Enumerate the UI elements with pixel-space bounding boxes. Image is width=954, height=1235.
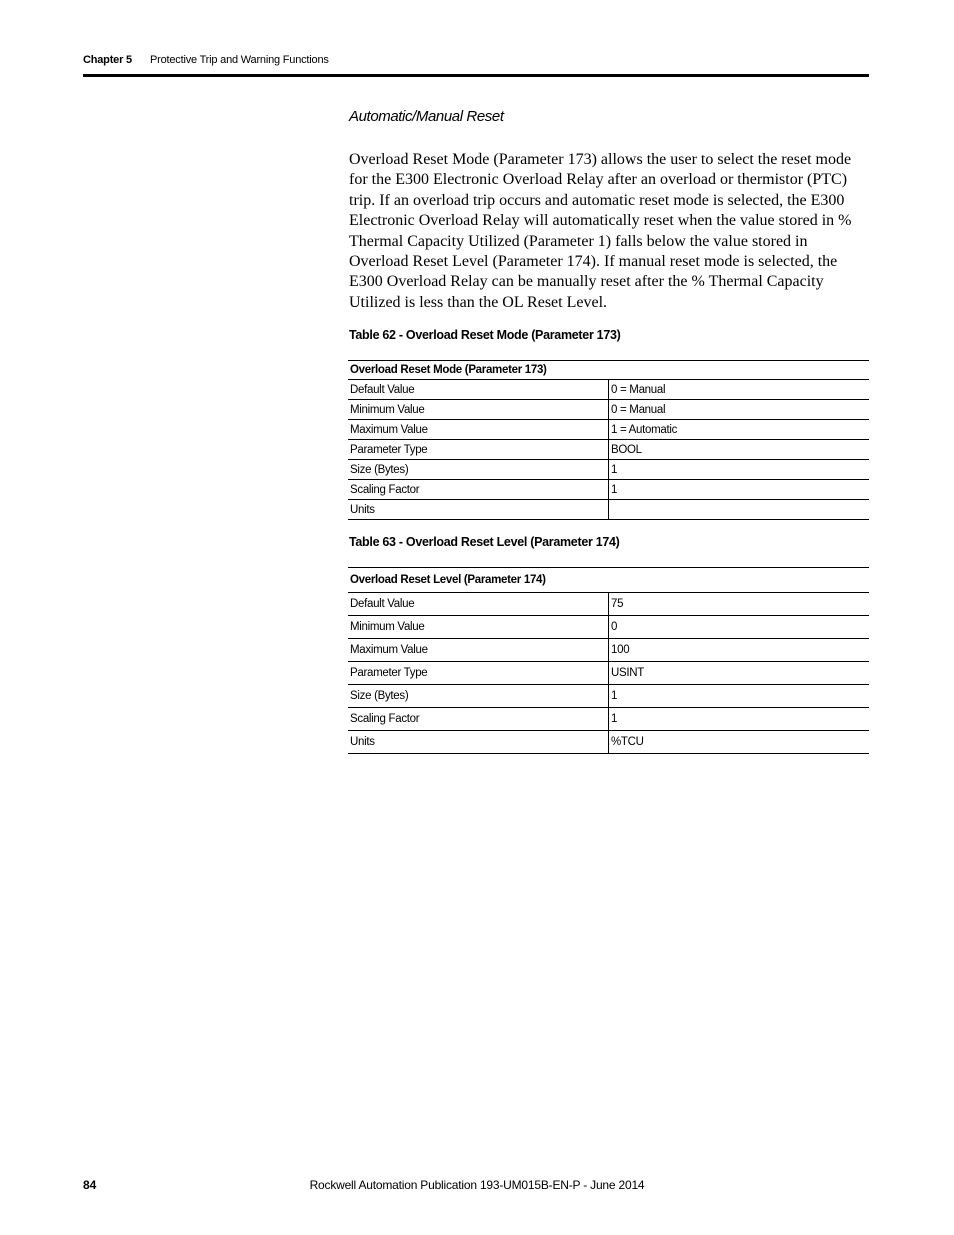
table-row <box>348 380 869 400</box>
table-cell-value: 100 <box>609 639 870 662</box>
table-63-header: Overload Reset Level (Parameter 174) <box>348 568 869 593</box>
table-cell-label: Scaling Factor <box>348 480 609 500</box>
table-62 <box>348 360 869 520</box>
table-cell-label: Scaling Factor <box>348 708 609 731</box>
table-row <box>348 593 869 616</box>
table-row <box>348 662 869 685</box>
table-row <box>348 480 869 500</box>
table-63-caption: Table 63 - Overload Reset Level (Parameter 174) <box>349 535 620 549</box>
table-cell-label: Default Value <box>348 593 609 616</box>
table-row <box>348 420 869 440</box>
table-cell-label: Minimum Value <box>348 400 609 420</box>
table-row <box>348 731 869 754</box>
publication-footer: Rockwell Automation Publication 193-UM015B-EN-P - June 2014 <box>309 1178 645 1192</box>
table-cell-label: Maximum Value <box>348 639 609 662</box>
table-row <box>348 500 869 520</box>
table-cell-value: %TCU <box>609 731 870 754</box>
table-cell-value: USINT <box>609 662 870 685</box>
table-row <box>348 708 869 731</box>
table-62-caption: Table 62 - Overload Reset Mode (Parameter 173) <box>349 328 621 342</box>
table-cell-value: 1 <box>609 460 870 480</box>
table-cell-value: 0 = Manual <box>609 400 870 420</box>
table-cell-label: Parameter Type <box>348 440 609 460</box>
table-row <box>348 460 869 480</box>
table-cell-label: Units <box>348 500 609 520</box>
section-heading: Automatic/Manual Reset <box>349 108 504 125</box>
table-cell-value <box>609 500 870 520</box>
table-cell-label: Size (Bytes) <box>348 685 609 708</box>
table-63 <box>348 567 869 754</box>
table-cell-value: 1 <box>609 685 870 708</box>
table-cell-label: Default Value <box>348 380 609 400</box>
table-cell-value: 0 <box>609 616 870 639</box>
chapter-title: Protective Trip and Warning Functions <box>150 54 329 66</box>
table-cell-label: Minimum Value <box>348 616 609 639</box>
body-paragraph: Overload Reset Mode (Parameter 173) allows the user to select the reset mode for the E300 Electronic Overload Relay after an overload or thermistor (PTC) trip. If an overload trip occurs and automatic reset mode is selected, the E300 Electronic Overload Relay will automatically reset when the value stored in % Thermal Capacity Utilized (Parameter 1) falls below the value stored in Overload Reset Level (Parameter 174). If manual reset mode is selected, the E300 Overload Relay can be manually reset after the % Thermal Capacity Utilized is less than the OL Reset Level. <box>349 151 852 311</box>
table-row <box>348 400 869 420</box>
table-row <box>348 639 869 662</box>
table-cell-label: Units <box>348 731 609 754</box>
table-row <box>348 440 869 460</box>
chapter-label: Chapter 5 <box>83 54 132 66</box>
table-cell-label: Maximum Value <box>348 420 609 440</box>
table-cell-label: Parameter Type <box>348 662 609 685</box>
table-cell-value: 1 <box>609 708 870 731</box>
table-cell-value: BOOL <box>609 440 870 460</box>
table-row <box>348 616 869 639</box>
table-cell-label: Size (Bytes) <box>348 460 609 480</box>
header-rule <box>83 74 869 77</box>
table-cell-value: 75 <box>609 593 870 616</box>
table-row <box>348 685 869 708</box>
table-62-header: Overload Reset Mode (Parameter 173) <box>348 361 869 380</box>
page-number: 84 <box>83 1178 97 1192</box>
table-cell-value: 1 <box>609 480 870 500</box>
table-cell-value: 1 = Automatic <box>609 420 870 440</box>
table-cell-value: 0 = Manual <box>609 380 870 400</box>
